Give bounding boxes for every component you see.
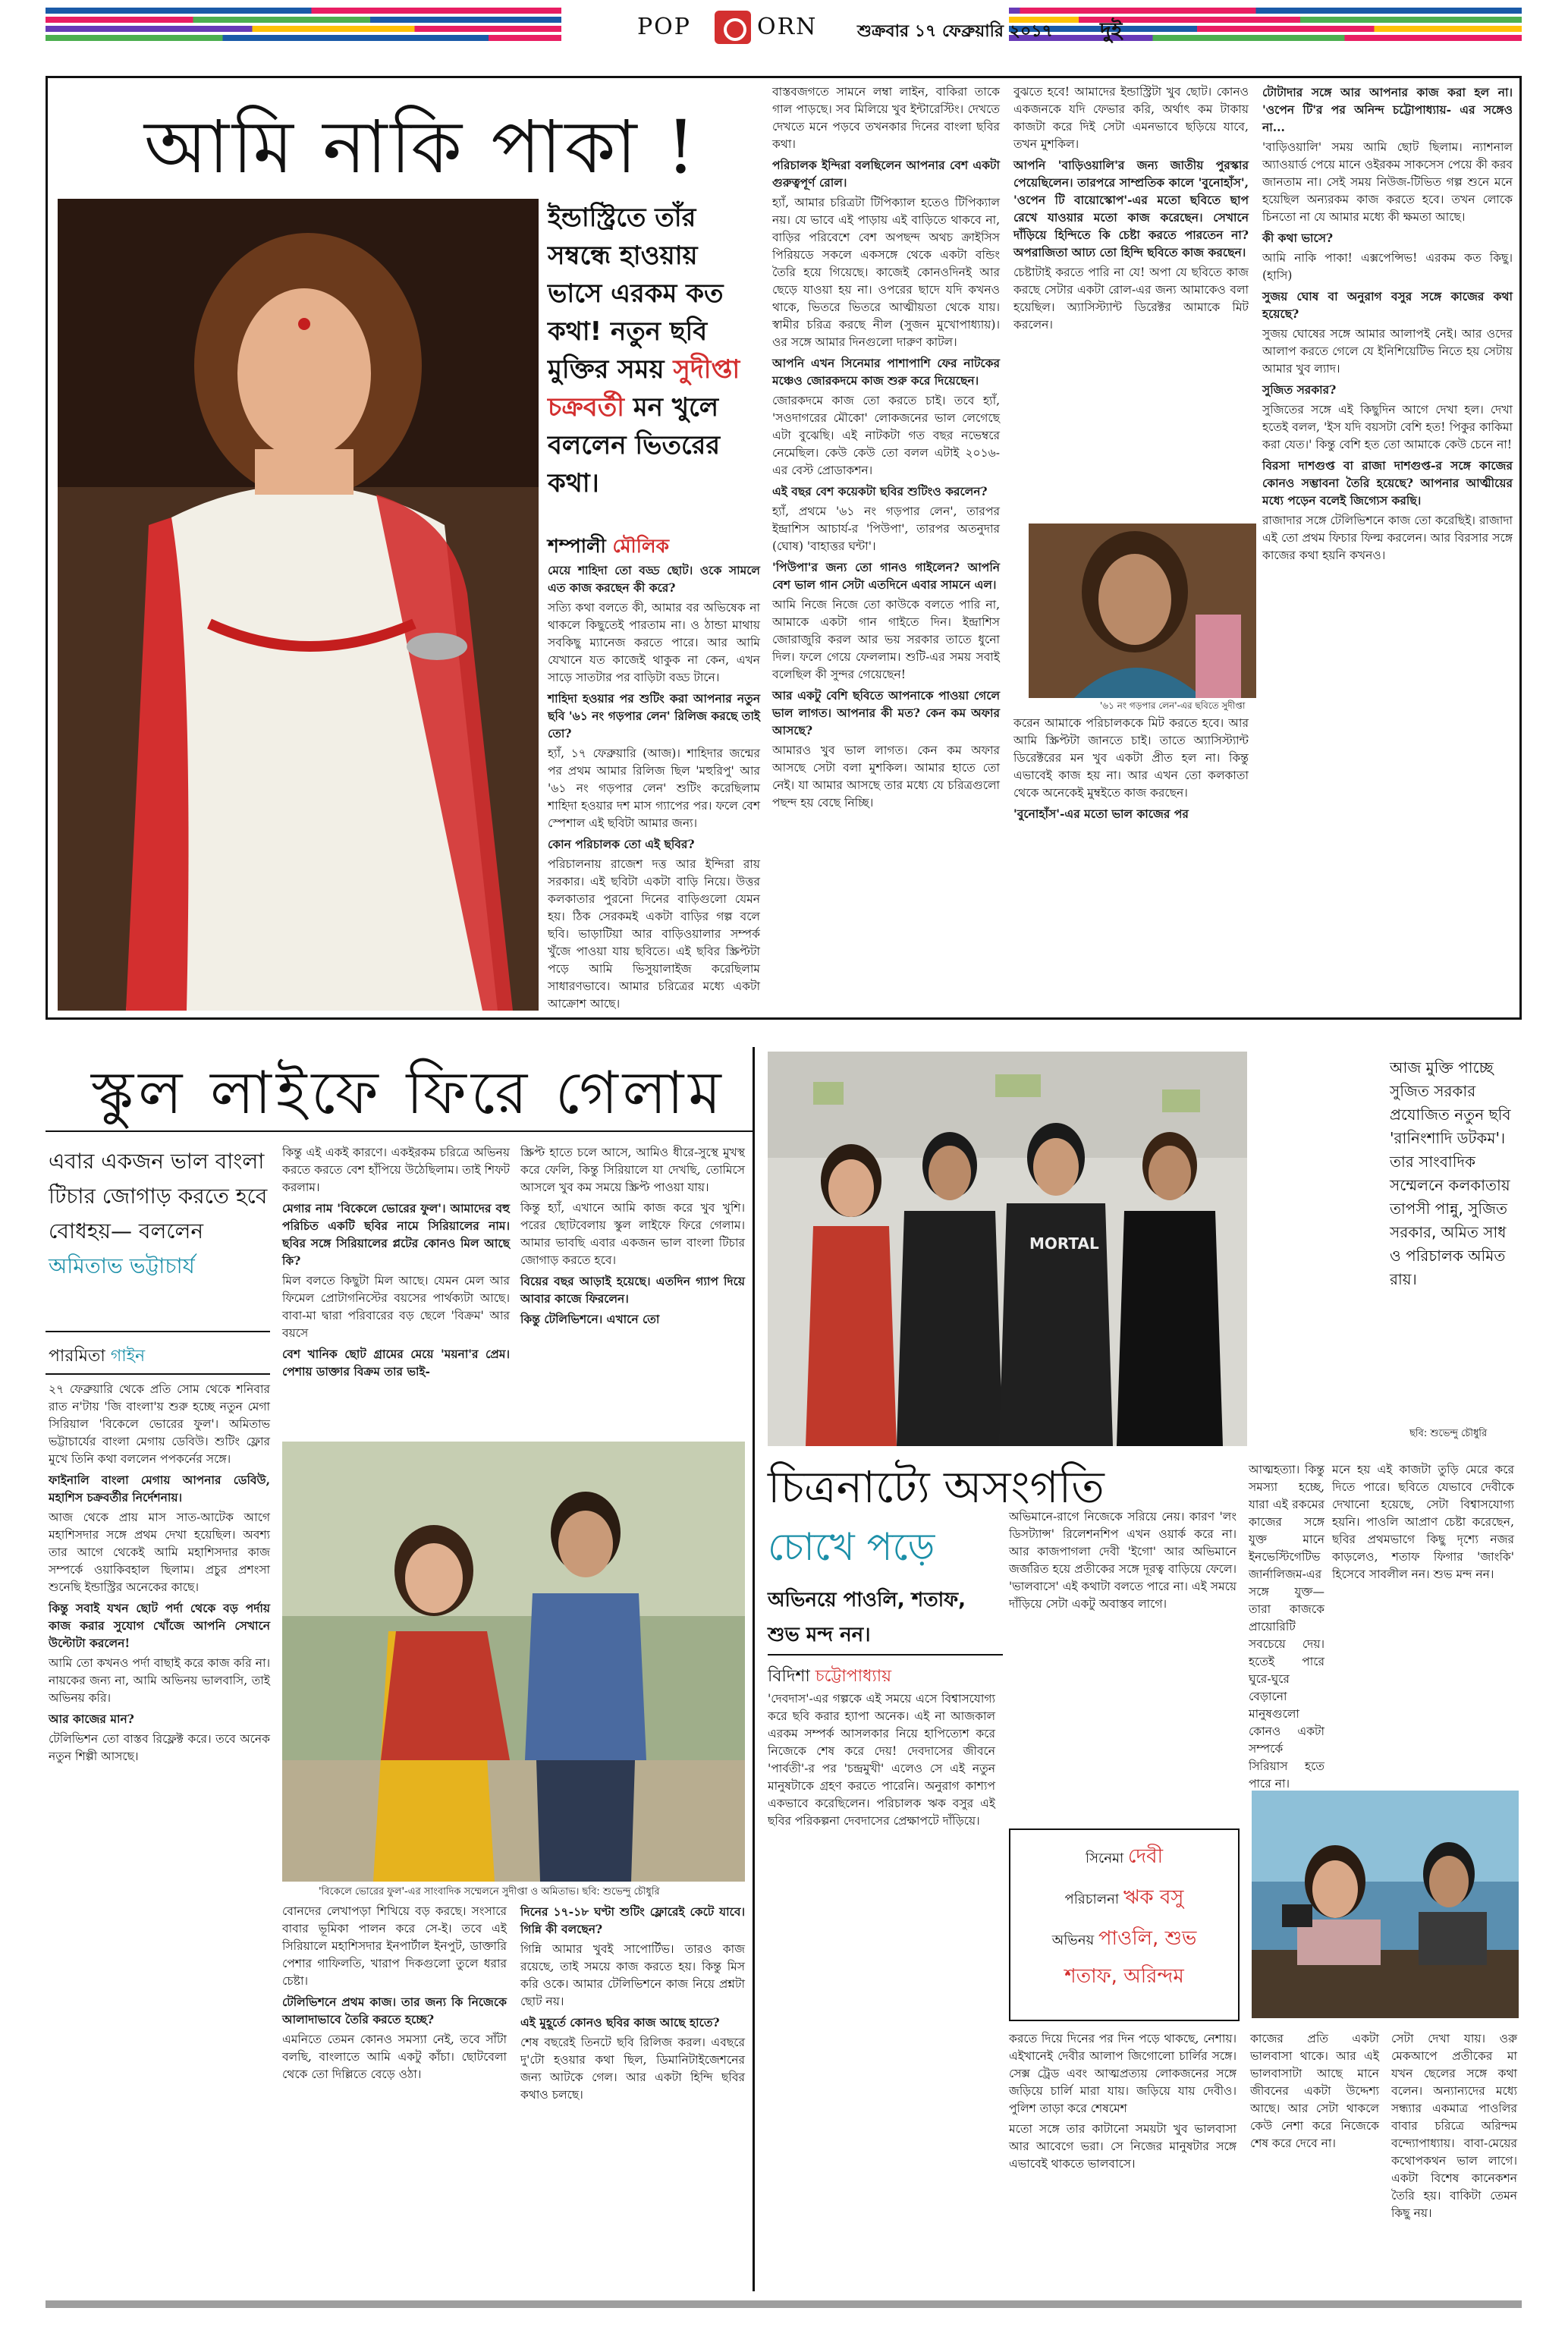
credits-film-label: সিনেমা [1085,1850,1124,1866]
masthead-title-right: ORN [757,14,818,40]
article-paragraph: সেটা দেখা যায়। ওরু মেকআপে প্রতীকের মা যখন ছেলের সঙ্গে কথা বলেন। অন্যান্যদের মধ্যে সন্ধ্যার একমাত্র পাওলির বাবার চরিত্রে অরিন্দম বন্দ্যোপাধ্যায়। বাবা-মেয়ের কথোপকথন ভাল লাগে। একটা বিশেষ কানেকশন তৈরি হয়। বাকিটা তেমন কিছু নয়। [1391,2032,1517,2220]
story1-byline [548,531,669,564]
story1-main-photo [58,199,539,1011]
story4-subhead [768,1583,1018,1652]
article-paragraph: বুঝতে হবে! আমাদের ইন্ডাস্ট্রিটা খুব ছোট। কোনও একজনকে যদি ফেভার করি, অর্থাৎ কম টাকায় কাজটা করে দিই সেটা এমনভাবে ছড়িয়ে যাবে, তখন মুশকিল। [1013,85,1249,151]
story2-right-divider [753,1047,755,2291]
article-paragraph: আপনি 'বাড়িওয়ালি'র জন্য জাতীয় পুরস্কার পেয়েছিলেন। তারপরে সাম্প্রতিক কালে 'বুনোহাঁস', 'ওপেন টি বায়োস্কোপ'-এর মতো ছবিতে ছাপ রেখে যাওয়ার মতো কাজ করেছেন। সেখানে দাঁড়িয়ে হিন্দিতে কি চেষ্টা করতে পারতেন না? অপরাজিতা আঢ্য তো হিন্দি ছবিতে কাজ করছেন। [1013,158,1249,259]
article-paragraph: মিল বলতে কিছুটা মিল আছে। যেমন মেল আর ফিমেল প্রোটাগনিস্টের বয়সের পার্থক্যটা আছে। বাবা-মা দ্বারা পরিবারের বড় ছেলে 'বিক্রম' আর বয়সে [282,1274,510,1340]
article-paragraph: মনে হয় এই কাজটা তুড়ি মেরে করে দিতে পারে। ছবিতে যেভাবে দেবীকে দেখানো হয়েছে, সেটা বিশ্বাসযোগ্য হয়নি। পাওলি আপ্রাণ চেষ্টা করেছেন, ছবির প্রথমভাগে কিছু দৃশ্যে নজর কাড়লেও, শতাফ ফিগার 'জাংকি' হিসেবে সাবলীল নন। শুভ মন্দ নন। [1332,1463,1514,1581]
article-paragraph: মতো সঙ্গে তার কাটানো সময়টা খুব ভালবাসা আর আবেগে ভরা। সে নিজের মানুষটার সঙ্গে এভাবেই থাকতে ভালবাসে। [1009,2122,1236,2171]
story2-headline: স্কুল লাইফে ফিরে গেলাম [91,1059,726,1127]
story1-intro-text-1: ইন্ডাস্ট্রিতে তাঁর সম্বন্ধে হাওয়ায় ভাসে এরকম কত কথা! নতুন ছবি মুক্তির সময় [548,203,724,385]
story4-column-3 [1249,1461,1324,1791]
article-paragraph: আত্মহত্যা। কিন্তু সমস্যা হচ্ছে, যারা এই রকমের কাজের সঙ্গে যুক্ত মানে ইনভেস্টিগেটিভ জার্নালিজম-এর সঙ্গে যুক্ত—তারা কাজকে প্রায়োরিটি সবচেয়ে দেয়। হতেই পারে ঘুরে-ঘুরে বেড়ানো মানুষগুলো কোনও একটা সম্পর্কে সিরিয়াস হতে পারে না। [1249,1463,1324,1791]
article-paragraph: এই মুহূর্তে কোনও ছবির কাজ আছে হাতে? [520,2015,720,2030]
story2-column-2 [282,1144,510,1432]
article-paragraph: আমি নিজে নিজে তো কাউকে বলতে পারি না, আমাকে একটা গান গাইতে দিন। ইন্দ্রাশিস জোরাজুরি করল আর ভয় সরকার তাতে ধুনো দিল। ফলে গেয়ে ফেললাম। শুটি-এর সময় সবাই বলেছিল কী সুন্দর গেয়েছেন! [772,598,1000,681]
article-paragraph: বেশ খানিক ছোট গ্রামের মেয়ে 'ময়না'র প্রেম। পেশায় ডাক্তার বিক্রম তার ভাই- [282,1347,510,1379]
story4-column-2 [1009,1508,1236,1819]
story1-column-3 [1013,83,1249,531]
article-paragraph: 'পিউপা'র জন্য তো গানও গাইলেন? আপনি বেশ ভাল গান সেটা এতদিনে এবার সামনে এল। [772,560,1000,592]
story2-intro [49,1144,276,1284]
story1-intro-text-2: মন খুলে বললেন ভিতরের কথা। [548,392,721,498]
article-paragraph: মেয়ে শাহিদা তো বড্ড ছোট। ওকে সামলে এত কাজ করছেন কী করে? [548,563,760,595]
story4-subhead-1: অভিনয়ে পাওলি, শতাফ, [768,1589,966,1612]
article-paragraph: এমনিতে তেমন কোনও সমস্যা নেই, তবে সাঁটা বলছি, বাংলাতে আমি একটু কাঁচা। ছোটবেলা থেকে তো দিল্লিতে বেড়ে ওঠা। [282,2033,507,2081]
article-paragraph: করেন আমাকে পরিচালককে মিট করতে হবে। আর আমি স্ক্রিপ্টটা জানতে চাই। তাতে অ্যাসিস্ট্যান্ট ডিরেক্টরের মন খুব একটা প্রীত হল না। কিন্তু এভাবেই কাজ হয় না। আর এখন তো কলকাতা থেকে অনেকেই মুম্বইতে কাজ করছেন। [1013,716,1249,800]
article-paragraph: হ্যাঁ, ১৭ ফেব্রুয়ারি (আজ)। শাহিদার জন্মের পর প্রথম আমার রিলিজ ছিল 'মহুরিপু' আর '৬১ নং গড়পার লেন' শুটিং করেছিলাম শাহিদা হওয়ার দশ মাস গ্যাপের পর। ফলে বেশ স্পেশাল এই ছবিটা আমার জন্য। [548,747,760,830]
story3-group-photo [768,1052,1247,1446]
credits-cast-label: অভিনয় [1051,1932,1095,1948]
article-paragraph: আজ থেকে প্রায় মাস সাত-আটেক আগে মহাশিসদার সঙ্গে প্রথম দেখা হয়েছিল। অবশ্য তার আগে থেকেই আমি মহাশিসদার কাজ সম্পর্কে ওয়াকিবহাল ছিলাম। প্রচুর প্রশংসা শুনেছি ইন্ডাস্ট্রির অনেকের কাছে। [49,1511,270,1594]
article-paragraph: শাহিদা হওয়ার পর শুটিং করা আপনার নতুন ছবি '৬১ নং গড়পার লেন' রিলিজ করছে তাই তো? [548,691,760,741]
article-paragraph: করতে দিয়ে দিনের পর দিন পড়ে থাকছে, নেশায়। এইখানেই দেবীর আলাপ জিগোলো চার্লির সঙ্গে। সেক্স ট্রেড এবং আত্মপ্রত্যয় লোকজনের সঙ্গে জড়িয়ে চার্লি মারা যায়। জড়িয়ে যায় দেবীও। পুলিশ তাড়া করে শেষমেশ [1009,2032,1236,2115]
story1-column-4 [1262,83,1513,1011]
article-paragraph: বোনদের লেখাপড়া শিখিয়ে বড় করছে। সংসারে বাবার ভূমিকা পালন করে সে-ই। তবে এই সিরিয়ালে মহাশিসদার ইনপার্টাল ইনপুট, ডাক্তারি পেশার গাফিলতি, খারাপ দিকগুলো তুলে ধরার চেষ্টা। [282,1904,507,1988]
story3-shirt-text: MORTAL [1029,1234,1099,1253]
story4-column-b3 [1250,2030,1379,2291]
story2-author-first: পারমিতা [49,1347,105,1366]
story1-author-first: শম্পালী [548,535,606,557]
article-paragraph: টোটাদার সঙ্গে আর আপনার কাজ করা হল না। 'ওপেন টি'র পর অনিন্দ চট্টোপাধ্যায়- এর সঙ্গেও না... [1262,85,1513,134]
article-paragraph: আর কাজের মান? [49,1712,134,1726]
story2-author-last: গাইন [110,1347,146,1366]
masthead [46,11,1522,46]
footer-rule [46,2300,1522,2308]
article-paragraph: স্ক্রিপ্ট হাতে চলে আসে, আমিও ধীরে-সুস্থে মুখস্থ করে ফেলি, কিন্তু সিরিয়ালে যা দেখছি, তোমিসে আসলে খুব কম সময়ে স্ক্রিপ্ট পাওয়া যায়। [520,1146,745,1194]
story2-photo [282,1442,745,1882]
article-paragraph: সুজয় ঘোষ বা অনুরাগ বসুর সঙ্গে কাজের কথা হয়েছে? [1262,289,1513,321]
article-paragraph: বিরসা দাশগুপ্ত বা রাজা দাশগুপ্ত-র সঙ্গে কাজের কোনও সম্ভাবনা তৈরি হয়েছে? আপনার আত্মীয়ের মধ্যে পড়েন বলেই জিগ্যেস করছি। [1262,458,1513,508]
story1-inset-caption: '৬১ নং গড়পার লেন'-এর ছবিতে সুদীপ্তা [1100,700,1246,711]
article-paragraph: 'বাড়িওয়ালি' সময় আমি ছোট ছিলাম। ন্যাশনাল অ্যাওয়ার্ড পেয়ে মানে ওইরকম সাকসেস পেয়ে কী করব জানতাম না। সেই সময় নিউজ-টিভিত গল্প শুনে মনে হয়েছিল অন্যরকম কাজ করতে হবে। তখন লোকে চিনতো না যে আমার মধ্যে কী ক্ষমতা আছে। [1262,140,1513,224]
story2-intro-text: এবার একজন ভাল বাংলা টিচার জোগাড় করতে হবে বোধহয়— বললেন [49,1149,268,1244]
story4-headline-2: চোখে পড়ে [768,1525,935,1569]
popcorn-logo [715,11,751,44]
article-paragraph: সত্যি কথা বলতে কী, আমার বর অভিষেক না থাকলে কিছুতেই পারতাম না। ও ঠান্ডা মাথায় সবকিছু ম্যানেজ করতে পারে। আর আমি যেখানে যত কাজেই থাকুক না কেন, এখন সাড়ে সাতটার পর বাড়িটা বড্ড টানে। [548,601,760,684]
story1-column-1 [548,561,760,1009]
story1-column-3-cont [1013,715,1249,1011]
article-paragraph: অভিমানে-রাগে নিজেকে সরিয়ে নেয়। কারণ 'লং ডিসট্যান্স' রিলেশনশিপ এখন ওয়ার্ক করে না। আর কাজপাগলা দেবী 'ইগো' আর অভিমানে জর্জরিত হয়ে প্রতীকের সঙ্গে দূরত্ব বাড়িয়ে ফেলে। 'ভালবাসে' এই কথাটা বলতে পারে না। এই সময়ে দাঁড়িয়ে সেটা একটু অবাস্তব লাগে। [1009,1510,1236,1611]
story4-credits-box [1009,1828,1240,2021]
article-paragraph: কিন্তু টেলিভিশনে। এখানে তো [520,1312,660,1326]
article-paragraph: ২৭ ফেব্রুয়ারি থেকে প্রতি সোম থেকে শনিবার রাত ন'টায় 'জি বাংলা'য় শুরু হচ্ছে নতুন মেগা সিরিয়াল 'বিকেলে ভোরের ফুল'। অমিতাভ ভট্টাচার্যের বাংলা মেগায় ডেবিউ। শুটিং ফ্লোর মুখে তিনি কথা বললেন পপকর্নের সঙ্গে। [49,1382,270,1466]
story2-column-1 [49,1381,270,2291]
credits-line-1 [1010,1841,1238,1874]
credits-director-label: পরিচালনা [1064,1891,1120,1907]
article-paragraph: দিনের ১৭-১৮ ঘণ্টা শুটিং ফ্লোরেই কেটে যাবে। গিন্নি কী বলছেন? [520,1904,745,1936]
article-paragraph: কিন্তু হ্যাঁ, এখানে আমি কাজ করে খুব খুশি। পরের ছোটবেলায় স্কুল লাইফে ফিরে গেলাম। আমার ভাবছি এবার একজন ভাল বাংলা টিচার জোগাড় করতে হবে। [520,1201,745,1267]
article-paragraph: বিয়ের বছর আড়াই হয়েছে। এতদিন গ্যাপ দিয়ে আবার কাজে ফিরলেন। [520,1274,745,1306]
article-paragraph: আপনি এখন সিনেমার পাশাপাশি ফের নাটকের মঞ্চেও জোরকদমে কাজ শুরু করে দিয়েছেন। [772,356,1000,388]
story4-author-first: বিদিশা [768,1667,810,1686]
credits-cast-value-2: শতাফ, অরিন্দম [1064,1965,1184,1988]
article-paragraph: কী কথা ভাসে? [1262,231,1334,245]
story2-headline-rule [46,1130,753,1132]
article-paragraph: আমি তো কখনও পর্দা বাছাই করে কাজ করি না। নায়কের জন্য না, আমি অভিনয় ভালবাসি, তাই অভিনয় করি। [49,1656,270,1705]
article-paragraph: টেলিভিশন তো বাস্তব রিফ্লেক্ট করে। তবে অনেক নতুন শিল্পী আসছে। [49,1732,270,1763]
story4-photo [1252,1791,1519,2018]
story4-byline [768,1663,891,1691]
article-paragraph: মেগার নাম 'বিকেলে ভোরের ফুল'। আমাদের বহু পরিচিত একটি ছবির নামে সিরিয়ালের নাম। ছবির সঙ্গে সিরিয়ালের প্লটের কোনও মিল আছে কি? [282,1201,510,1268]
story4-column-b4 [1391,2030,1517,2291]
article-paragraph: গিন্নি আমার খুবই সাপোর্টিভ। তারও কাজ রয়েছে, তাই সময়ে কাজ করতে হয়। কিন্তু মিস করি ওকে। আমার টেলিভিশনে কাজ নিয়ে প্রশ্নটা ছোট নয়। [520,1942,745,2008]
article-paragraph: কাজের প্রতি একটা ভালবাসা থাকে। আর এই ভালবাসাটা আছে মানে জীবনের একটা উদ্দেশ্য আছে। আর সেটা থাকলে কেউ নেশা করে নিজেকে শেষ করে দেবে না। [1250,2032,1379,2150]
article-paragraph: টেলিভিশনে প্রথম কাজ। তার জন্য কি নিজেকে আলাদাভাবে তৈরি করতে হচ্ছে? [282,1995,507,2027]
credits-line-2 [1010,1882,1238,1915]
credits-film-title: দেবী [1127,1845,1164,1868]
story4-subhead-2: শুভ মন্দ নন। [768,1624,871,1646]
story1-intro-name: সুদীপ্তা চক্রবর্তী [548,354,740,423]
article-paragraph: ফাইনালি বাংলা মেগায় আপনার ডেবিউ, মহাশিস চক্রবর্তীর নির্দেশনায়। [49,1473,270,1505]
article-paragraph: কিন্তু সবাই যখন ছোট পর্দা থেকে বড় পর্দায় কাজ করার সুযোগ খোঁজে আপনি সেখানে উল্টোটা করলেন! [49,1601,270,1650]
article-paragraph: কোন পরিচালক তো এই ছবির? [548,837,695,851]
story4-column-1 [768,1690,995,2290]
article-paragraph: 'বুনোহাঁস'-এর মতো ভাল কাজের পর [1013,807,1189,821]
article-paragraph: পরিচালক ইন্দিরা বলছিলেন আপনার বেশ একটা গুরুত্বপূর্ণ রোল। [772,158,1000,190]
article-paragraph: হ্যাঁ, আমার চরিত্রটা টিপিক্যাল হতেও টিপিক্যাল নয়। যে ভাবে এই পাড়ায় এই বাড়িতে থাকবে না, বাড়ির পরিবেশে বেশ অপছন্দ অথচ ক্রাইসিস পিরিয়ডে সকলে একসঙ্গে থেকে একটা বন্ডিং তৈরি হয়ে গিয়েছে। কাজেই কোনওদিনই আর ছেড়ে যাওয়া হয় না। ওপরের ছাদে যদি কখনও থাকে, ভিতরে ভিতরে আত্মীয়তা থেকে যায়। স্বামীর চরিত্র করছে নীল (সুজন মুখোপাধ্যায়)। ওর সঙ্গে আমার দিনগুলো দারুণ কাটল। [772,196,1000,349]
article-paragraph: আমি নাকি পাকা! এক্সপেন্সিভ! এরকম কত কিছু। (হাসি) [1262,251,1513,282]
credits-director-value: ঋক বসু [1123,1886,1184,1909]
article-paragraph: জোরকদমে কাজ তো করতে চাই। তবে হ্যাঁ, 'সওদাগরের মৌকো' লোকজনের ভাল লেগেছে এটা বুঝেছি। এই নাটকটা গত বছর নভেম্বরে নেমেছিল। কেউ কেউ তো বলল এটাই ২০১৬-এর বেস্ট প্রোডাকশন। [772,394,1000,477]
article-paragraph: আমারও খুব ভাল লাগত। কেন কম অফার আসছে সেটা বলা মুশকিল। আমার হাতে তো নেই। যা আমার আসছে তার মধ্যে যে চরিত্রগুলো পছন্দ হয় বেছে নিচ্ছি। [772,744,1000,810]
article-paragraph: এই বছর বেশ কয়েকটা ছবির শুটিংও করলেন? [772,484,988,498]
credits-line-3 [1010,1923,1238,1956]
story4-column-4 [1332,1461,1514,1780]
story2-column-b2 [520,1903,745,2291]
story2-byline [49,1343,145,1371]
article-paragraph: সুজয় ঘোষের সঙ্গে আমার আলাপই নেই। আর ওদের আলাপ করতে গেলে যে ইনিশিয়েটিভ নিতে হয় সেটায় আমার খুব ল্যাদ। [1262,327,1513,376]
article-paragraph: 'দেবদাস'-এর গল্পকে এই সময়ে এসে বিশ্বাসযোগ্য করে ছবি করার হ্যাপা অনেক। এই না আজকাল এরকম সম্পর্ক আসলকার নিয়ে হাপিত্যেশ করে নিজেকে শেষ করে দেয়! দেবদাসের জীবনে 'পার্বতী'-র পর 'চন্দ্রমুখী' এলেও সে এই নতুন মানুষটাকে গ্রহণ করতে পারেনি। অনুরাগ কাশ্যপ একভাবে করেছিলেন। পরিচালক ঋক বসুর এই ছবির পরিকল্পনা দেবদাসের প্রেক্ষাপটে দাঁড়িয়ে। [768,1692,995,1828]
story1-intro [548,199,760,502]
story2-photo-caption: 'বিকেলে ভোরের ফুল'-এর সাংবাদিক সম্মেলনে সুদীপ্তা ও অমিতাভ। ছবি: শুভেন্দু চৌধুরি [319,1886,660,1898]
story2-intro-rule [46,1331,270,1332]
article-paragraph: সুজিত সরকার? [1262,382,1337,397]
story1-column-2 [772,83,1000,1011]
article-paragraph: রাজাদার সঙ্গে টেলিভিশনে কাজ তো করেছিই। রাজাদা এই তো প্রথম ফিচার ফিল্ম করলেন। আর বিরসার সঙ্গে কাজের কথা হয়নি কখনও। [1262,514,1513,562]
story4-photo-illustration [1252,1791,1519,2018]
article-paragraph: চেষ্টাটাই করতে পারি না যে! অপা যে ছবিতে কাজ করছে সেটার একটা রোল-এর জন্য আমাকেও বলা হয়েছিল। অ্যাসিস্ট্যান্ট ডিরেক্টর আমাকে মিট করলেন। [1013,266,1249,332]
story2-intro-name: অমিতাভ ভট্টাচার্য [49,1253,195,1278]
story1-headline: আমি নাকি পাকা ! [144,105,699,190]
story1-author-last: মৌলিক [612,535,669,557]
story2-byline-rule [46,1373,270,1375]
article-paragraph: হ্যাঁ, প্রথমে '৬১ নং গড়পার লেন', তারপর ইন্দ্রাশিস আচার্য-র 'পিউপা', তারপর অতনুদার (ঘোষ) 'বাহাত্তর ঘন্টা'। [772,505,1000,553]
article-paragraph: পরিচালনায় রাজেশ দত্ত আর ইন্দিরা রায় সরকার। এই ছবিটা একটা বাড়ি নিয়ে। উত্তর কলকাতার পুরনো দিনের বাড়িগুলো যেমন হয়। ঠিক সেরকমই একটা বাড়ির গল্প বলে ছবি। ভাড়াটিয়া আর বাড়িওয়ালার সম্পর্ক খুঁজে পাওয়া যায় ছবিতে। এই ছবির স্ক্রিপ্টটা পড়ে আমি ভিসুয়ালাইজ করেছিলাম সাধারণভাবে। আমার চরিত্রের মধ্যে একটা আক্রোশ আছে। [548,857,760,1011]
story4-author-last: চট্টোপাধ্যায় [815,1667,892,1686]
story3-photo-credit: ছবি: শুভেন্দু চৌধুরি [1409,1428,1488,1439]
story3-caption-box [1253,1052,1522,1446]
story4-headline-1: চিত্রনাট্যে অসংগতি [768,1461,1105,1513]
article-paragraph: কিন্তু এই একই কারণে। একইরকম চরিত্রে অভিনয় করতে করতে বেশ হাঁপিয়ে উঠেছিলাম। তাই শিফট করলাম। [282,1146,510,1194]
article-paragraph: আর একটু বেশি ছবিতে আপনাকে পাওয়া গেলে ভাল লাগত। আপনার কী মত? কেন কম অফার আসছে? [772,688,1000,737]
masthead-date: শুক্রবার ১৭ ফেব্রুয়ারি ২০১৭ [857,22,1053,41]
story4-column-b1 [1009,2030,1236,2291]
article-paragraph: বাস্তবজগতে সামনে লম্বা লাইন, বাকিরা তাকে গাল পাড়ছে। সব মিলিয়ে খুব ইন্টারেস্টিং। দেখতে দেখতে মনে পড়বে তখনকার দিনের বাংলা ছবির কথা। [772,85,1000,151]
story2-column-3 [520,1144,745,1432]
credits-cast-value: পাওলি, শুভ [1098,1927,1197,1950]
story2-photo-illustration [282,1442,745,1882]
story2-column-b1 [282,1903,507,2291]
story1-inset-photo [1029,524,1256,698]
story3-group-illustration [768,1052,1247,1446]
story1-inset-illustration [1029,524,1256,698]
camera-icon [1282,1904,1312,1927]
story1-portrait-illustration [58,199,539,1011]
masthead-page-number: দুই [1100,17,1123,42]
story4-subhead-rule [768,1654,1003,1656]
story3-caption-text: আজ মুক্তি পাচ্ছে সুজিত সরকার প্রযোজিত নতুন ছবি 'রানিংশাদি ডটকম'। তার সাংবাদিক সম্মেলনে কলকাতায় তাপসী পান্নু, সুজিত সরকার, অমিত সাধ ও পরিচালক অমিত রায়। [1390,1058,1511,1288]
masthead-title-left: POP [637,14,691,40]
article-paragraph: সুজিতের সঙ্গে এই কিছুদিন আগে দেখা হল। দেখা হতেই বলল, 'ইস যদি বয়সটা বেশি হত! পিকুর কাকিমা করা যেত।' কিন্তু বেশি হত তো আমাকে কেউ চেনে না! [1262,403,1513,451]
article-paragraph: শেষ বছরেই তিনটে ছবি রিলিজ করল। এবছরে দু'টো হওয়ার কথা ছিল, ডিমানিটাইজেশনের জন্য আটকে গেল। আর একটা হিন্দি ছবির কথাও চলছে। [520,2036,745,2102]
